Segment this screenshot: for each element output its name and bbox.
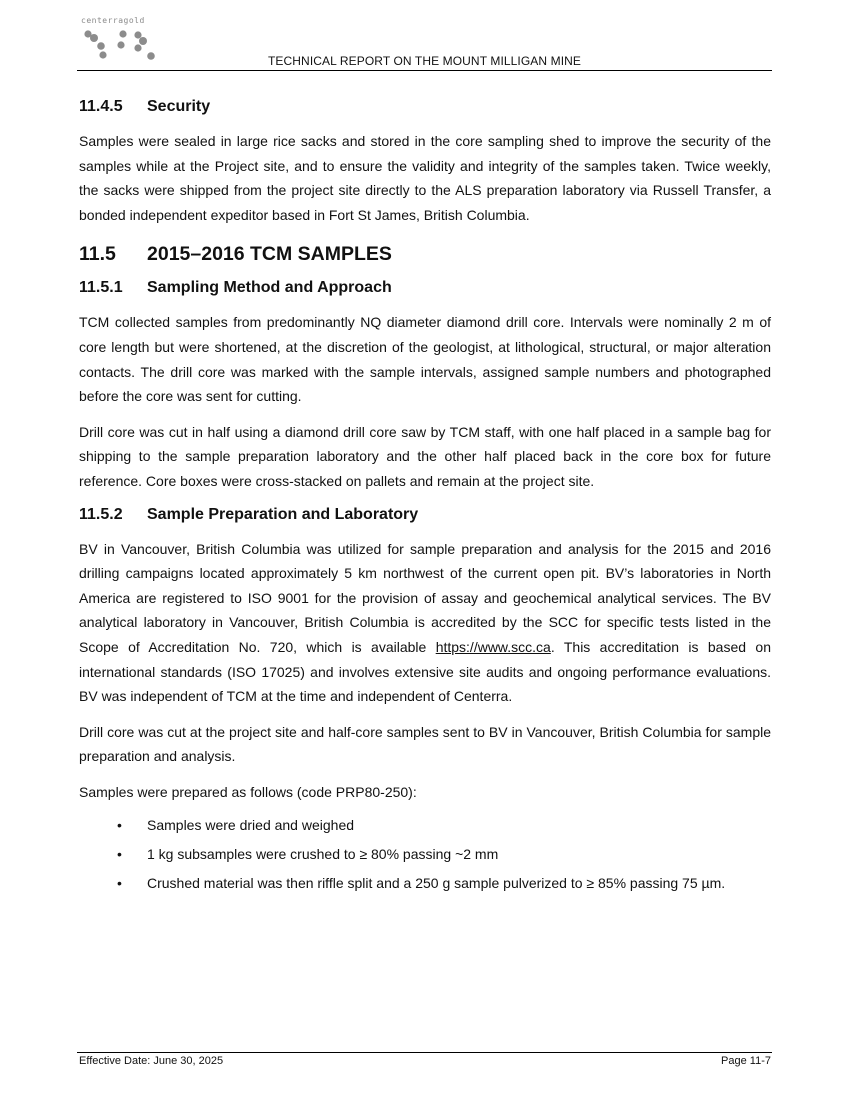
section-number: 11.5.1 xyxy=(79,279,123,297)
logo-wordmark: centerragold xyxy=(81,16,145,25)
effective-date: Effective Date: June 30, 2025 xyxy=(79,1055,224,1067)
paragraph: Drill core was cut at the project site and half-core samples sent to BV in Vancouver, British Columbia for sample preparation and analysis. xyxy=(79,723,771,765)
paragraph: Drill core was cut in half using a diamond drill core saw by TCM staff, with one half placed in a sample bag for shipping to the sample preparation laboratory and the other half placed back in the core box for future reference. Core boxes were cross-stacked on pallets and remain at the project site. xyxy=(79,423,771,489)
list-item xyxy=(79,840,771,869)
heading-11-5-1 xyxy=(79,277,771,299)
section-title: 2015–2016 TCM SAMPLES xyxy=(147,243,392,266)
heading-11-5-2 xyxy=(79,504,771,526)
list-item xyxy=(79,869,771,898)
list-item-text: 1 kg subsamples were crushed to ≥ 80% passing ~2 mm xyxy=(147,846,499,863)
paragraph xyxy=(79,537,771,709)
heading-11-4-5 xyxy=(79,96,771,118)
bullet-icon: • xyxy=(117,875,122,892)
section-number: 11.5.2 xyxy=(79,505,123,523)
paragraph: Samples were prepared as follows (code PRP80-250): xyxy=(79,783,417,800)
main-content xyxy=(79,96,771,898)
paragraph: TCM collected samples from predominantly NQ diameter diamond drill core. Intervals were nominally 2 m of core length but were shortened, at the discretion of the geologist, at lithological, structural, or major alteration contacts. The drill core was marked with the sample intervals, assigned sample numbers and photographed before the core was sent for cutting. xyxy=(79,314,771,405)
list-item-text: Crushed material was then riffle split and a 250 g sample pulverized to ≥ 85% passing 75 µm. xyxy=(147,875,726,892)
section-title: Security xyxy=(147,98,211,115)
list-item-text: Samples were dried and weighed xyxy=(147,817,355,834)
bullet-icon: • xyxy=(117,846,122,863)
page-number: Page 11-7 xyxy=(721,1055,771,1067)
list-item xyxy=(79,811,771,840)
scc-link[interactable]: https://www.scc.ca xyxy=(435,638,551,655)
section-number: 11.5 xyxy=(79,243,116,266)
section-title: Sample Preparation and Laboratory xyxy=(147,505,419,523)
header-divider xyxy=(77,70,772,71)
paragraph-text: . This accreditation is based on international standards (ISO 17025) and involves extensive site audits and ongoing performance evaluations. BV was independent of TCM at the time and independent of Centerra. xyxy=(79,638,771,705)
report-title: TECHNICAL REPORT ON THE MOUNT MILLIGAN MINE xyxy=(267,54,581,68)
bullet-icon: • xyxy=(117,817,122,834)
section-number: 11.4.5 xyxy=(79,98,123,115)
paragraph: Samples were sealed in large rice sacks and stored in the core sampling shed to improve the security of the samples while at the Project site, and to ensure the validity and integrity of the samples taken. Twice weekly, the sacks were shipped from the project site directly to the ALS preparation laboratory via Russell Transfer, a bonded independent expeditor based in Fort St James, British Columbia. xyxy=(79,133,771,223)
heading-11-5 xyxy=(79,241,771,267)
section-title: Sampling Method and Approach xyxy=(147,279,392,297)
preparation-steps-list xyxy=(79,811,771,898)
footer-divider xyxy=(77,1052,772,1053)
paragraph-text: BV in Vancouver, British Columbia was utilized for sample preparation and analysis for the 2015 and 2016 drilling campaigns located approximately 5 km northwest of the current open pit. BV’s laboratories in North America are registered to ISO 9001 for the provision of assay and geochemical analytical services. The BV analytical laboratory in Vancouver, British Columbia is accredited by the SCC for specific tests listed in the Scope of Accreditation No. 720, which is available xyxy=(79,540,771,655)
